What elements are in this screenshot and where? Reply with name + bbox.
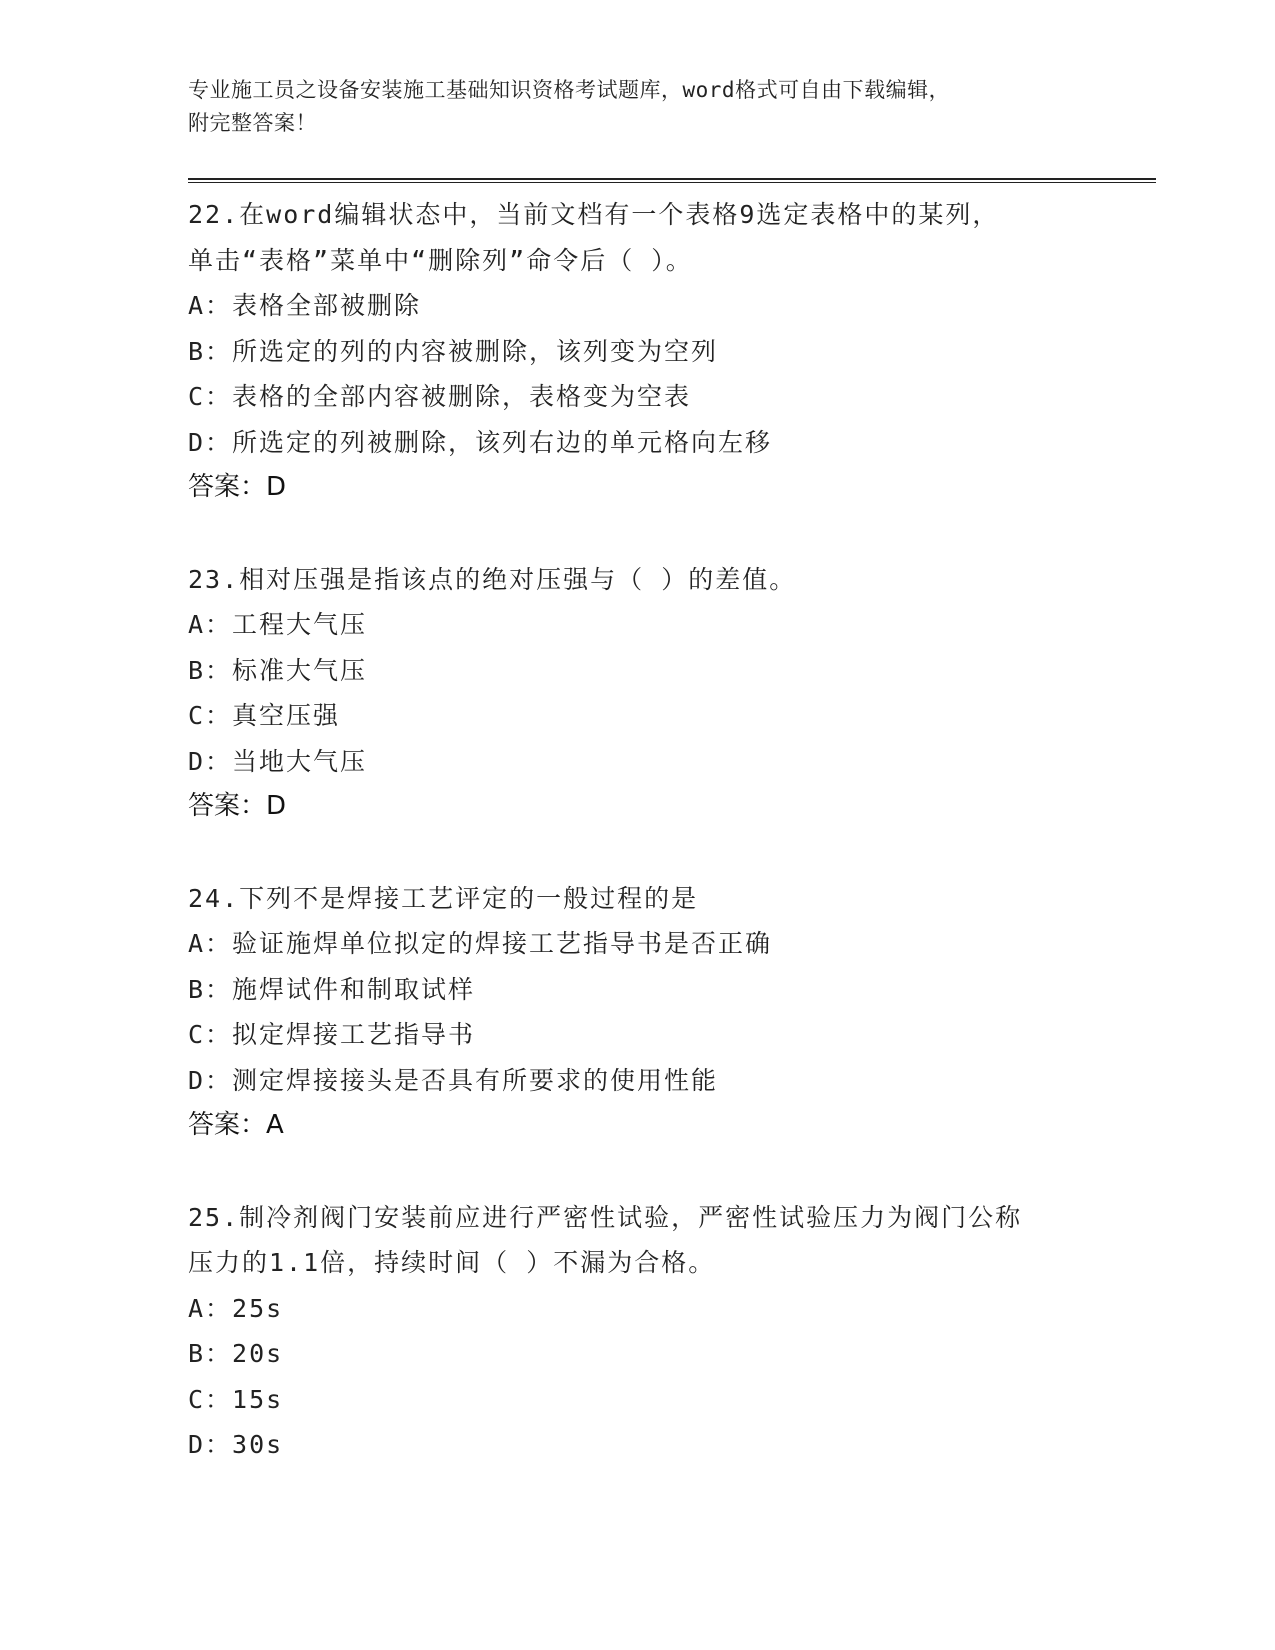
document-header: [188, 74, 1048, 140]
option-c: C：表格的全部内容被删除，表格变为空表: [188, 382, 692, 411]
option-c: C：15s: [188, 1384, 284, 1414]
option-b: B：标准大气压: [188, 655, 368, 685]
question-stem-line: 22.在word编辑状态中，当前文档有一个表格9选定表格中的某列，: [188, 200, 1000, 229]
question-22: [188, 192, 1088, 511]
answer-line: 答案：D: [188, 472, 287, 502]
option-c: C：拟定焊接工艺指导书: [188, 1020, 476, 1049]
question-list: [188, 192, 1088, 1514]
option-d: D：测定焊接接头是否具有所要求的使用性能: [188, 1065, 719, 1095]
option-a: A：工程大气压: [188, 610, 368, 639]
option-b: B：20s: [188, 1339, 284, 1368]
question-stem-line: 23.相对压强是指该点的绝对压强与（ ）的差值。: [188, 564, 797, 594]
option-a: A：表格全部被删除: [188, 291, 422, 320]
answer-line: 答案：A: [188, 1110, 284, 1140]
option-d: D：当地大气压: [188, 746, 368, 776]
option-b: B：施焊试件和制取试样: [188, 974, 476, 1004]
question-stem-line: 压力的1.1倍，持续时间（ ）不漏为合格。: [188, 1248, 716, 1277]
question-stem-line: 25.制冷剂阀门安装前应进行严密性试验，严密性试验压力为阀门公称: [188, 1202, 1023, 1232]
header-divider: [188, 178, 1156, 183]
option-b: B：所选定的列的内容被删除，该列变为空列: [188, 336, 719, 366]
option-c: C：真空压强: [188, 701, 341, 730]
option-a: A：验证施焊单位拟定的焊接工艺指导书是否正确: [188, 929, 773, 958]
option-d: D：30s: [188, 1430, 284, 1459]
question-stem-line: 单击“表格”菜单中“删除列”命令后（ ）。: [188, 245, 693, 275]
option-d: D：所选定的列被删除，该列右边的单元格向左移: [188, 427, 773, 457]
question-stem-line: 24.下列不是焊接工艺评定的一般过程的是: [188, 883, 699, 913]
header-line-1: 专业施工员之设备安装施工基础知识资格考试题库，word格式可自由下载编辑，: [188, 78, 951, 102]
header-line-2: 附完整答案！: [188, 111, 317, 135]
option-a: A：25s: [188, 1293, 284, 1323]
question-23: [188, 557, 1088, 830]
document-page: [188, 0, 1158, 1650]
question-25: [188, 1195, 1088, 1468]
answer-line: 答案：D: [188, 791, 287, 821]
question-24: [188, 876, 1088, 1149]
